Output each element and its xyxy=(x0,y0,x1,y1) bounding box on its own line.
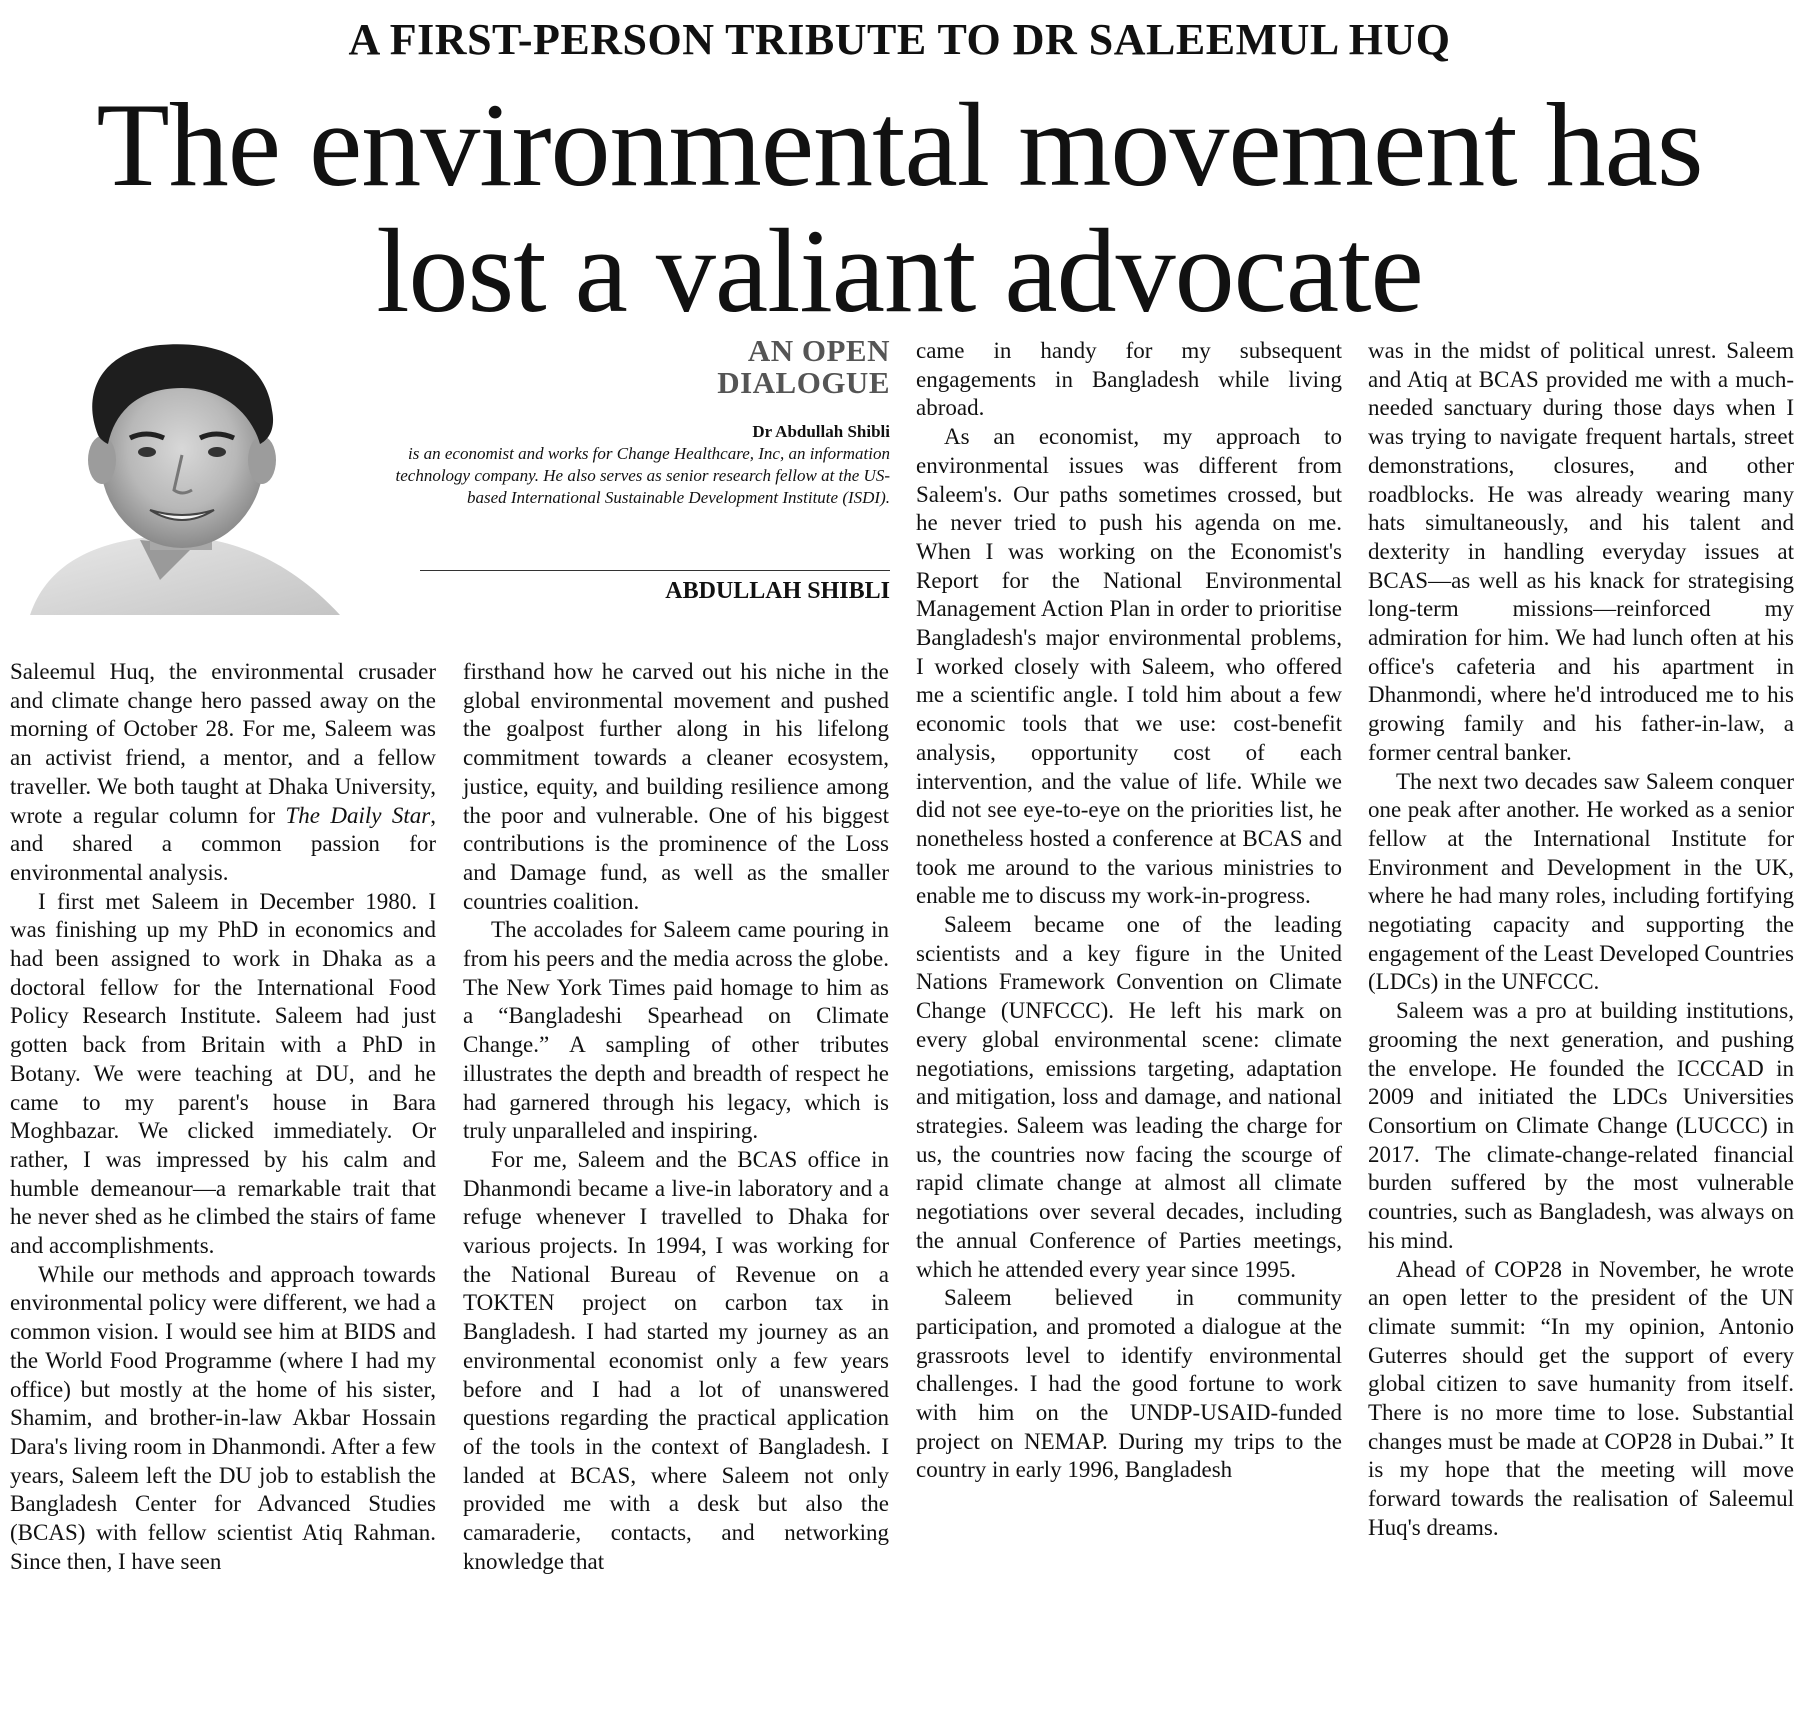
paragraph: came in handy for my subsequent engagements in Bangladesh while living abroad. xyxy=(916,338,1342,421)
headline-line-2: lost a valiant advocate xyxy=(376,204,1423,337)
article-column-3 xyxy=(916,337,1342,1485)
paragraph: Saleem became one of the leading scientists and a key figure in the United Nations Framework Convention on Climate Change (UNFCCC). He left his mark on every global environmental scene: climate negotiations, emissions targeting, adaptation and mitigation, loss and damage, and national strategies. Saleem was leading the charge for us, the countries now facing the scourge of rapid climate change at almost all climate negotiations over several decades, including the annual Conference of Parties meetings, which he attended every year since 1995. xyxy=(916,912,1342,1282)
headline xyxy=(0,78,1799,337)
article-column-1 xyxy=(10,658,436,1577)
author-description: is an economist and works for Change Healthcare, Inc, an information technology company. He also serves as senior research fellow at the US-based International Sustainable Development Institute (ISDI). xyxy=(395,444,890,507)
author-name: Dr Abdullah Shibli xyxy=(752,422,890,441)
section-label-line-1: AN OPEN xyxy=(747,333,890,368)
paragraph: The accolades for Saleem came pouring in from his peers and the media across the globe. The New York Times paid homage to him as a “Bangladeshi Spearhead on Climate Change.” A sampling of other tributes illustrates the depth and breadth of respect he had garnered through his legacy, which is truly unparalleled and inspiring. xyxy=(463,917,890,1144)
byline: ABDULLAH SHIBLI xyxy=(665,578,890,604)
article-column-4 xyxy=(1368,337,1794,1543)
paragraph: I first met Saleem in December 1980. I was finishing up my PhD in economics and had been assigned to work in Dhaka as a doctoral fellow for the International Food Policy Research Institute. Saleem had just gotten back from Britain with a PhD in Botany. We were teaching at DU, and he came to my parent's house in Bara Moghbazar. We clicked immediately. Or rather, I was impressed by his calm and humble demeanour—a remarkable trait that he never shed as he climbed the stairs of fame and accomplishments. xyxy=(10,888,436,1259)
section-label-line-2: DIALOGUE xyxy=(717,365,890,400)
paragraph: The next two decades saw Saleem conquer one peak after another. He worked as a senior fellow at the International Institute for Environment and Development in the UK, where he had many roles, including fortifying negotiating capacity and supporting the engagement of the Least Developed Countries (LDCs) in the UNFCCC. xyxy=(1368,768,1794,995)
paragraph-text: Saleemul Huq, the environmental crusader and climate change hero passed away on the morning of October 28. For me, Saleem was an activist friend, a mentor, and a fellow traveller. We both taught at Dhaka University, wrote a regular column for xyxy=(10,659,436,828)
paragraph-text: , and shared a common passion for environmental analysis. xyxy=(10,802,436,885)
publication-name: The Daily Star xyxy=(285,802,431,828)
paragraph: As an economist, my approach to environmental issues was different from Saleem's. Our paths sometimes crossed, but he never tried to push his agenda on me. When I was working on the Economist's Report for the National Environmental Management Action Plan in order to prioritise Bangladesh's major environmental problems, I worked closely with Saleem, who offered me a scientific angle. I told him about a few economic tools that we use: cost-benefit analysis, opportunity cost of each intervention, and the value of life. While we did not see eye-to-eye on the priorities list, he nonetheless hosted a conference at BCAS and took me around to the various ministries to enable me to discuss my work-in-progress. xyxy=(916,424,1342,909)
paragraph: was in the midst of political unrest. Saleem and Atiq at BCAS provided me with a much-needed sanctuary during those days when I was trying to navigate frequent hartals, street demonstrations, closures, and other roadblocks. He was already wearing many hats simultaneously, and his talent and dexterity in handling everyday issues at BCAS—as well as his knack for strategising long-term missions—reinforced my admiration for him. We had lunch often at his office's cafeteria and his apartment in Dhanmondi, where he'd introduced me to his growing family and his father-in-law, a former central banker. xyxy=(1368,338,1794,765)
author-box xyxy=(380,335,890,509)
paragraph: Ahead of COP28 in November, he wrote an open letter to the president of the UN climate summit: “In my opinion, Antonio Guterres should get the support of every global citizen to save humanity from itself. There is no more time to lose. Substantial changes must be made at COP28 in Dubai.” It is my hope that the meeting will move forward towards the realisation of Saleemul Huq's dreams. xyxy=(1368,1256,1794,1540)
section-label xyxy=(380,335,890,399)
article-column-2 xyxy=(463,658,889,1577)
kicker: A FIRST-PERSON TRIBUTE TO DR SALEEMUL HUQ xyxy=(348,15,1451,64)
author-photo xyxy=(10,340,355,615)
byline-divider xyxy=(420,570,890,571)
paragraph: Saleem believed in community participation, and promoted a dialogue at the grassroots level to identify environmental challenges. I had the good fortune to work with him on the UNDP-USAID-funded project on NEMAP. During my trips to the country in early 1996, Bangladesh xyxy=(916,1285,1342,1483)
paragraph: While our methods and approach towards environmental policy were different, we had a common vision. I would see him at BIDS and the World Food Programme (where I had my office) but mostly at the home of his sister, Shamim, and brother-in-law Akbar Hossain Dara's living room in Dhanmondi. After a few years, Saleem left the DU job to establish the Bangladesh Center for Advanced Studies (BCAS) with fellow scientist Atiq Rahman. Since then, I have seen xyxy=(10,1261,436,1574)
paragraph: For me, Saleem and the BCAS office in Dhanmondi became a live-in laboratory and a refuge whenever I travelled to Dhaka for various projects. In 1994, I was working for the National Bureau of Revenue on a TOKTEN project on carbon tax in Bangladesh. I had started my journey as an environmental economist only a few years before and I had a lot of unanswered questions regarding the practical application of the tools in the context of Bangladesh. I landed at BCAS, where Saleem not only provided me with a desk but also the camaraderie, contacts, and networking knowledge that xyxy=(463,1146,889,1574)
paragraph: Saleem was a pro at building institutions, grooming the next generation, and pushing the envelope. He founded the ICCCAD in 2009 and initiated the LDCs Universities Consortium on Climate Change (LUCCC) in 2017. The climate-change-related financial burden suffered by the most vulnerable countries, such as Bangladesh, was always on his mind. xyxy=(1368,998,1794,1253)
paragraph xyxy=(10,658,436,888)
headline-line-1: The environmental movement has xyxy=(96,78,1703,211)
paragraph: firsthand how he carved out his niche in the global environmental movement and pushed the goalpost further along in his lifelong commitment towards a cleaner ecosystem, justice, equity, and building resilience among the poor and vulnerable. One of his biggest contributions is the prominence of the Loss and Damage fund, as well as the smaller countries coalition. xyxy=(463,659,889,914)
